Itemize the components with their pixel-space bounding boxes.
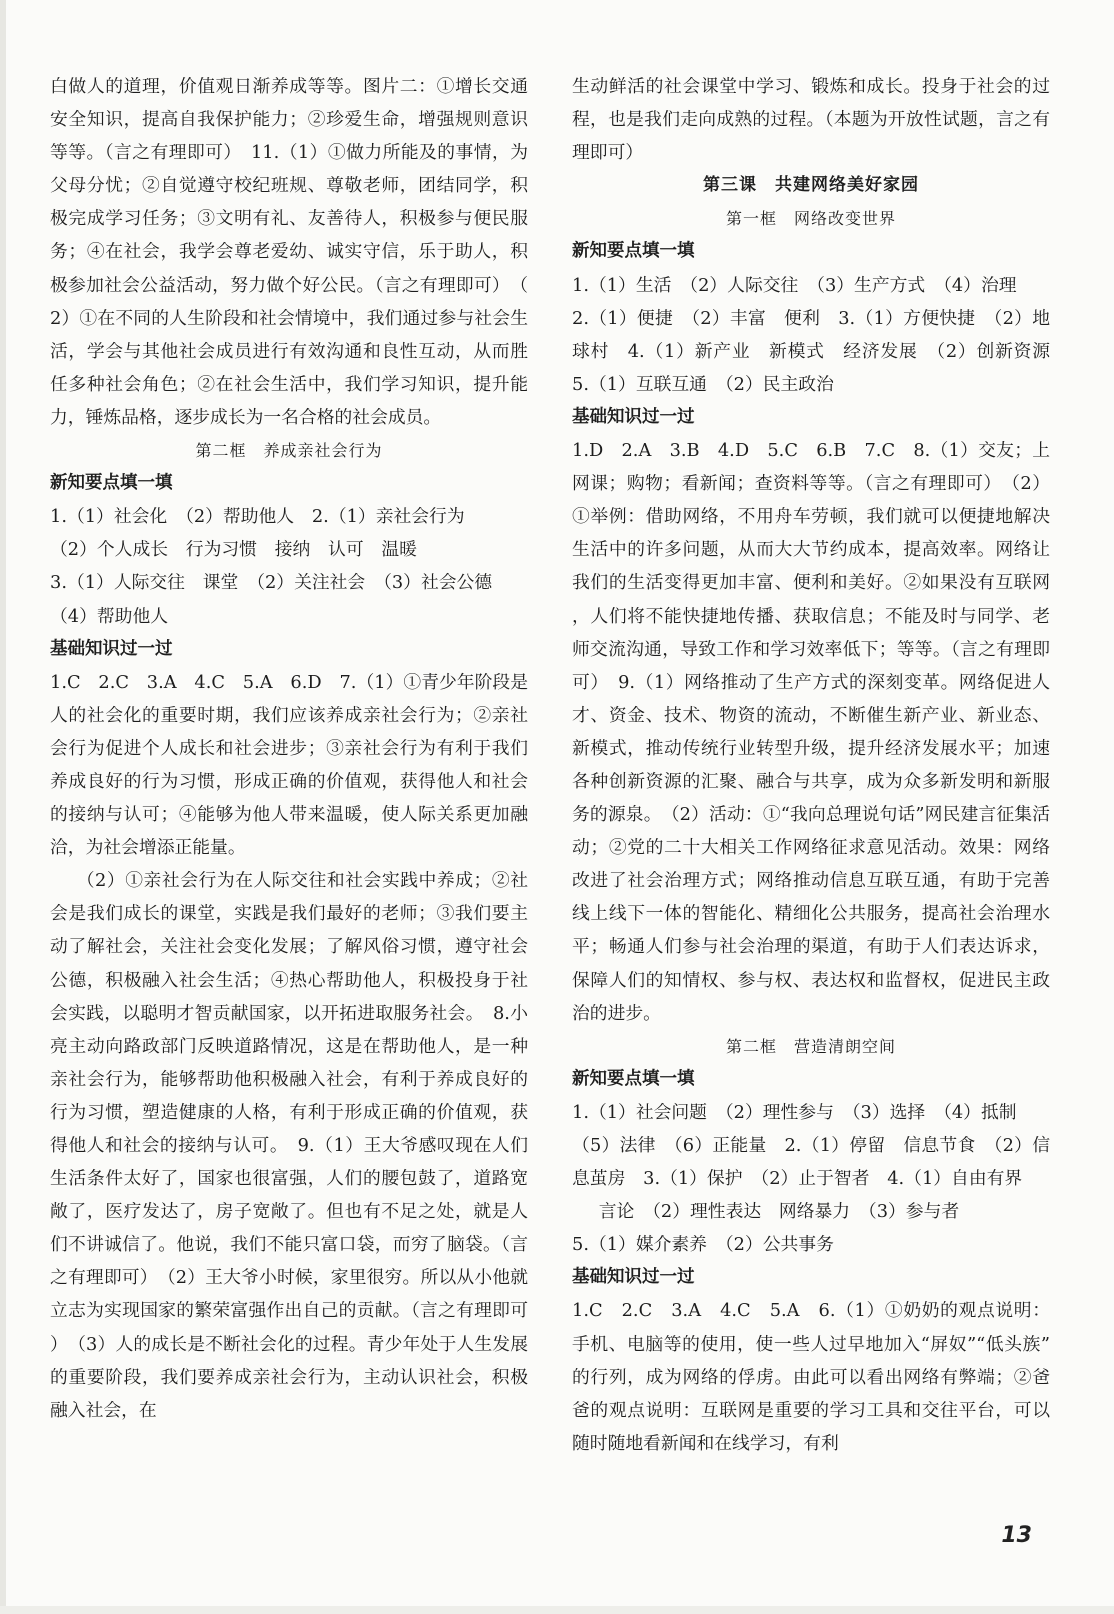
paragraph: 2.（1）便捷 （2）丰富 便利 3.（1）方便快捷 （2）地球村 4.（1）新产业 新模式 经济发展 （2）创新资源 5.（1）互联互通 （2）民主政治 xyxy=(572,307,1068,395)
paragraph: 1.（1）生活 （2）人际交往 （3）生产方式 （4）治理 xyxy=(572,274,1017,296)
paragraph: 3.（1）人际交往 课堂 （2）关注社会 （3）社会公德 xyxy=(50,572,493,594)
paragraph: 生动鲜活的社会课堂中学习、锻炼和成长。投身于社会的过程，也是我们走向成熟的过程。（本题为开放性试题，言之有理即可） xyxy=(572,76,1050,164)
left-column xyxy=(50,70,528,1427)
scan-edge-left xyxy=(0,0,6,1614)
section-heading: 新知要点填一填 xyxy=(572,241,695,262)
paragraph: 言论 （2）理性表达 网络暴力 （3）参与者 xyxy=(598,1201,960,1223)
right-column xyxy=(572,70,1068,1460)
section-heading: 新知要点填一填 xyxy=(572,1068,695,1089)
section-subtitle: 第一框 网络改变世界 xyxy=(725,209,896,229)
section-heading: 新知要点填一填 xyxy=(50,473,173,494)
paragraph: 1.D 2.A 3.B 4.D 5.C 6.B 7.C 8.（1）交友；上网课；购物；看新闻；查资料等等。（言之有理即可） （2）①举例：借助网络，不用舟车劳顿，我们就可以便捷地解决生活中的许多问题，从而大大节约成本，提高效率。网络让我们的生活变得更加丰富、便利和美好。②如果没有互联网，人们将不能快捷地传播、获取信息；不能及时与同学、老师交流沟通，导致工作和学习效率低下；等等。（言之有理即可） 9.（1）网络推动了生产方式的深刻变革。网络促进人才、资金、技术、物资的流动，不断催生新产业、新业态、新模式，推动传统行业转型升级，提升经济发展水平；加速各种创新资源的汇聚、融合与共享，成为众多新发明和新服务的源泉。 （2）活动：①“我向总理说句话”网民建言征集活动；②党的二十大相关工作网络征求意见活动。效果：网络改进了社会治理方式；网络推动信息互联互通，有助于完善线上线下一体的智能化、精细化公共服务，提高社会治理水平；畅通人们参与社会治理的渠道，有助于人们表达诉求，保障人们的知情权、参与权、表达权和监督权，促进民主政治的进步。 xyxy=(572,440,1050,1024)
section-heading: 基础知识过一过 xyxy=(572,1267,695,1288)
page-number: 13 xyxy=(1001,1523,1032,1548)
lesson-title: 第三课 共建网络美好家园 xyxy=(703,175,919,196)
paragraph: （2）个人成长 行为习惯 接纳 认可 温暖 xyxy=(50,539,417,561)
paragraph: （2）①亲社会行为在人际交往和社会实践中养成；②社会是我们成长的课堂，实践是我们最好的老师；③我们要主动了解社会，关注社会变化发展；了解风俗习惯，遵守社会公德，积极融入社会生活；④热心帮助他人，积极投身于社会实践，以聪明才智贡献国家，以开拓进取服务社会。 8.小亮主动向路政部门反映道路情况，这是在帮助他人，是一种亲社会行为，能够帮助他积极融入社会，有利于养成良好的行为习惯，塑造健康的人格，有利于形成正确的价值观，获得他人和社会的接纳与认可。 9.（1）王大爷感叹现在人们生活条件太好了，国家也很富强，人们的腰包鼓了，道路宽敞了，医疗发达了，房子宽敞了。但也有不足之处，就是人们不讲诚信了。他说，我们不能只富口袋，而穷了脑袋。（言之有理即可） （2）王大爷小时候，家里很穷。所以从小他就立志为实现国家的繁荣富强作出自己的贡献。（言之有理即可） （3）人的成长是不断社会化的过程。青少年处于人生发展的重要阶段，我们要养成亲社会行为，主动认识社会，积极融入社会，在 xyxy=(50,870,528,1421)
paragraph: 1.（1）社会化 （2）帮助他人 2.（1）亲社会行为 xyxy=(50,506,465,528)
section-heading: 基础知识过一过 xyxy=(572,406,695,427)
paragraph: 1.（1）社会问题 （2）理性参与 （3）选择 （4）抵制 xyxy=(572,1101,1017,1123)
paragraph: （5）法律 （6）正能量 2.（1）停留 信息节食 （2）信息茧房 3.（1）保护 （2）止于智者 4.（1）自由有界 xyxy=(572,1135,1050,1190)
paragraph: 白做人的道理，价值观日渐养成等等。图片二：①增长交通安全知识，提高自我保护能力；②珍爱生命，增强规则意识等等。（言之有理即可） 11.（1）①做力所能及的事情，为父母分忧；②自觉遵守校纪班规、尊敬老师，团结同学，积极完成学习任务；③文明有礼、友善待人，积极参与便民服务；④在社会，我学会尊老爱幼、诚实守信，乐于助人，积极参加社会公益活动，努力做个好公民。（言之有理即可） （2）①在不同的人生阶段和社会情境中，我们通过参与社会生活，学会与其他社会成员进行有效沟通和良性互动，从而胜任多种社会角色；②在社会生活中，我们学习知识，提升能力，锤炼品格，逐步成长为一名合格的社会成员。 xyxy=(50,76,528,428)
paragraph: 1.C 2.C 3.A 4.C 5.A 6.D 7.（1）①青少年阶段是人的社会化的重要时期，我们应该养成亲社会行为；②亲社会行为促进个人成长和社会进步；③亲社会行为有利于我们养成良好的行为习惯，形成正确的价值观，获得他人和社会的接纳与认可；④能够为他人带来温暖，使人际关系更加融洽，为社会增添正能量。 xyxy=(50,671,528,859)
section-heading: 基础知识过一过 xyxy=(50,638,173,659)
paragraph: （4）帮助他人 xyxy=(50,605,169,627)
section-subtitle: 第二框 营造清朗空间 xyxy=(725,1036,896,1056)
paragraph: 1.C 2.C 3.A 4.C 5.A 6.（1）①奶奶的观点说明：手机、电脑等的使用，使一些人过早地加入“屏奴”“低头族”的行列，成为网络的俘虏。由此可以看出网络有弊端；②爸爸的观点说明：互联网是重要的学习工具和交往平台，可以随时随地看新闻和在线学习，有利 xyxy=(572,1300,1050,1454)
section-subtitle: 第二框 养成亲社会行为 xyxy=(195,441,383,461)
scan-edge-bottom xyxy=(0,1606,1114,1614)
paragraph: 5.（1）媒介素养 （2）公共事务 xyxy=(572,1234,834,1256)
